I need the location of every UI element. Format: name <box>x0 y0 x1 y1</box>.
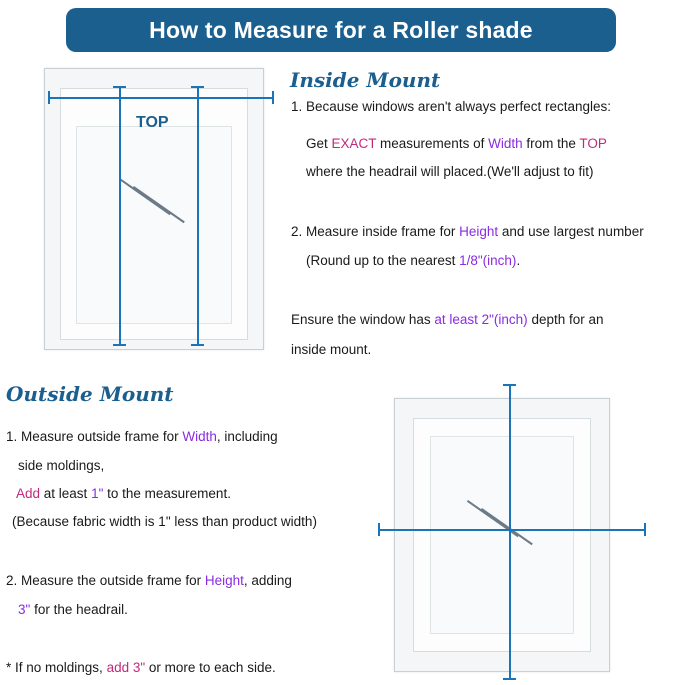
text-measure-outside: 1. Measure outside frame for <box>6 429 183 444</box>
outside-height-measure-line <box>509 384 511 680</box>
text-at-least: at least <box>40 486 92 501</box>
text-fabric-width-note: (Because fabric width is 1" less than product width) <box>12 514 317 529</box>
inside-mount-step2 <box>291 224 644 240</box>
text-height: Height <box>459 224 499 239</box>
outside-mount-step2-detail <box>18 602 128 618</box>
text-measure-outside-height: 2. Measure the outside frame for <box>6 573 205 588</box>
height-measure-cap-bottom-right <box>191 344 204 346</box>
text-add: Add <box>16 486 41 501</box>
text-width: Width <box>488 136 523 151</box>
text-eighth-inch: 1/8"(inch) <box>459 253 517 268</box>
outside-height-cap-bottom <box>503 678 516 680</box>
title-banner <box>66 8 616 52</box>
inside-mount-step1-detail <box>306 136 607 152</box>
text-at-least-two-inch: at least 2"(inch) <box>434 312 528 327</box>
inside-mount-depth-note <box>291 312 604 328</box>
height-measure-cap-bottom-left <box>113 344 126 346</box>
window-glass <box>76 126 232 324</box>
height-measure-cap-top-left <box>113 86 126 88</box>
outside-mount-step1 <box>6 429 278 445</box>
inside-mount-step1-note <box>306 164 593 180</box>
outside-width-cap-left <box>378 523 380 536</box>
inside-mount-depth-note-cont <box>291 342 371 358</box>
outside-width-cap-right <box>644 523 646 536</box>
text-depth-for-an: depth for an <box>527 312 604 327</box>
inside-mount-step1 <box>291 99 611 115</box>
text-round-up: (Round up to the nearest <box>306 253 460 268</box>
text-period: . <box>516 253 521 268</box>
text-exact: EXACT <box>331 136 377 151</box>
width-measure-cap-right <box>272 91 274 104</box>
outside-mount-step2 <box>6 573 292 589</box>
outside-mount-step1-detail <box>18 458 104 474</box>
inside-mount-step1-text: 1. Because windows aren't always perfect rectangles: <box>291 99 611 114</box>
text-including: , including <box>216 429 278 444</box>
height-measure-line-left <box>119 86 121 346</box>
text-from-the: from the <box>522 136 580 151</box>
outside-mount-heading: Outside Mount <box>6 382 174 406</box>
inside-mount-step1-note-text: where the headrail will placed.(We'll adjust to fit) <box>306 164 594 179</box>
outside-mount-footnote <box>6 660 276 676</box>
text-side-moldings: side moldings, <box>18 458 105 473</box>
text-width: Width <box>182 429 217 444</box>
outside-mount-fabric-note <box>12 514 317 530</box>
width-measure-line <box>48 97 274 99</box>
text-measure-inside: 2. Measure inside frame for <box>291 224 460 239</box>
outside-width-measure-line <box>378 529 646 531</box>
text-for-headrail: for the headrail. <box>30 602 128 617</box>
width-measure-cap-left <box>48 91 50 104</box>
text-adding: , adding <box>243 573 292 588</box>
text-top: TOP <box>579 136 607 151</box>
text-height: Height <box>204 573 244 588</box>
inside-mount-window-diagram <box>28 60 278 350</box>
inside-mount-heading: Inside Mount <box>290 68 441 92</box>
inside-mount-step2-detail <box>306 253 520 269</box>
text-get: Get <box>306 136 332 151</box>
outside-mount-window-diagram <box>380 388 630 678</box>
text-one-inch: 1" <box>91 486 104 501</box>
page-title: How to Measure for a Roller shade <box>149 16 533 43</box>
text-if-no-moldings: * If no moldings, <box>6 660 107 675</box>
top-label: TOP <box>136 114 169 131</box>
text-inside-mount: inside mount. <box>291 342 372 357</box>
text-three-inch: 3" <box>18 602 31 617</box>
text-ensure-window: Ensure the window has <box>291 312 435 327</box>
text-to-measurement: to the measurement. <box>103 486 231 501</box>
text-each-side: or more to each side. <box>145 660 276 675</box>
height-measure-cap-top-right <box>191 86 204 88</box>
text-measurements-of: measurements of <box>376 136 489 151</box>
outside-mount-add-line <box>16 486 231 502</box>
height-measure-line-right <box>197 86 199 346</box>
window-glass <box>430 436 574 634</box>
text-largest-number: and use largest number <box>498 224 644 239</box>
text-add-three-inch: add 3" <box>106 660 146 675</box>
outside-height-cap-top <box>503 384 516 386</box>
